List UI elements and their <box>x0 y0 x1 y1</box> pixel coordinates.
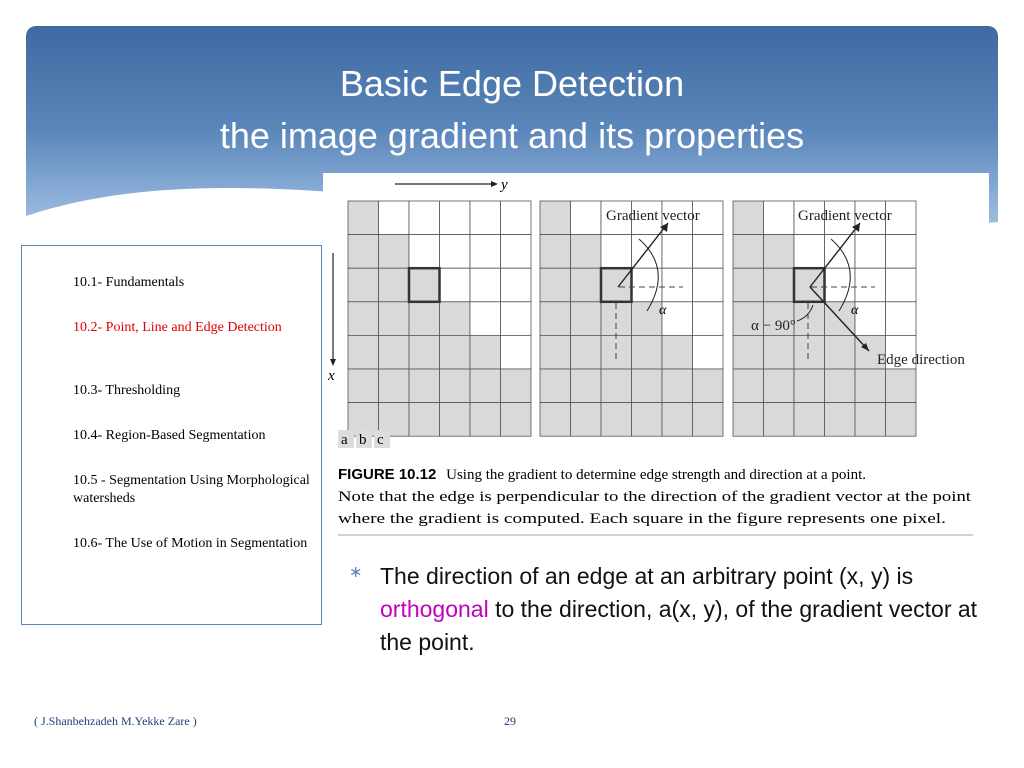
pixel-cell <box>409 268 440 302</box>
pixel-cell <box>440 369 471 403</box>
pixel-cell <box>440 302 471 336</box>
pixel-cell <box>632 335 663 369</box>
pixel-cell <box>886 302 917 336</box>
pixel-cell <box>379 268 410 302</box>
pixel-cell <box>601 268 632 302</box>
panel-letter-a: a <box>341 432 348 448</box>
pixel-cell <box>348 201 379 235</box>
pixel-cell <box>825 403 856 437</box>
gradient-vector-label-b: Gradient vector <box>606 208 700 224</box>
slide-title <box>26 58 998 162</box>
pixel-cell <box>693 403 724 437</box>
panel-letter-b: b <box>359 432 367 448</box>
pixel-cell <box>571 235 602 269</box>
pixel-cell <box>470 369 501 403</box>
bullet-text-after: to the direction, a(x, y), of the gradient vector at the point. <box>380 596 978 655</box>
pixel-cell <box>540 268 571 302</box>
pixel-cell <box>501 235 532 269</box>
pixel-cell <box>733 335 764 369</box>
pixel-cell <box>409 403 440 437</box>
pixel-cell <box>571 335 602 369</box>
pixel-cell <box>693 302 724 336</box>
pixel-cell <box>662 302 693 336</box>
pixel-cell <box>540 235 571 269</box>
pixel-cell <box>693 335 724 369</box>
pixel-cell <box>540 403 571 437</box>
gradient-figure <box>323 173 989 538</box>
pixel-cell <box>540 201 571 235</box>
pixel-cell <box>409 302 440 336</box>
pixel-cell <box>794 369 825 403</box>
bullet-paragraph <box>380 560 980 659</box>
figure-caption-line-3: where the gradient is computed. Each square in the figure represents one pixel. <box>338 511 946 527</box>
pixel-cell <box>501 369 532 403</box>
pixel-cell <box>855 235 886 269</box>
pixel-cell <box>348 268 379 302</box>
pixel-cell <box>540 369 571 403</box>
pixel-cell <box>440 335 471 369</box>
gradient-vector-label-c: Gradient vector <box>798 208 892 224</box>
pixel-cell <box>825 369 856 403</box>
alpha-label-b: α <box>659 303 667 318</box>
pixel-cell <box>764 268 795 302</box>
x-axis-arrowhead <box>330 359 336 366</box>
pixel-cell <box>440 268 471 302</box>
x-axis-label: x <box>328 368 335 384</box>
pixel-cell <box>601 235 632 269</box>
pixel-cell <box>379 201 410 235</box>
pixel-cell <box>501 268 532 302</box>
pixel-cell <box>470 335 501 369</box>
figure-caption-text-1: Using the gradient to determine edge strength and direction at a point. <box>446 467 867 483</box>
figure-graphic <box>323 173 989 538</box>
pixel-cell <box>733 268 764 302</box>
figure-caption-label: FIGURE 10.12 <box>338 466 437 483</box>
panel-letter-c: c <box>377 432 384 448</box>
pixel-cell <box>733 369 764 403</box>
toc-item-thresholding[interactable]: 10.3- Thresholding <box>73 383 181 398</box>
pixel-cell <box>764 235 795 269</box>
grid-panel-a <box>348 201 531 436</box>
pixel-cell <box>632 369 663 403</box>
pixel-cell <box>409 369 440 403</box>
pixel-cell <box>662 235 693 269</box>
pixel-cell <box>855 369 886 403</box>
pixel-cell <box>764 335 795 369</box>
pixel-cell <box>733 235 764 269</box>
grid-panel-b <box>540 201 723 436</box>
pixel-cell <box>571 369 602 403</box>
pixel-cell <box>470 302 501 336</box>
pixel-cell <box>571 302 602 336</box>
alpha-label-c: α <box>851 303 859 318</box>
pixel-cell <box>632 403 663 437</box>
y-axis-label: y <box>501 177 508 193</box>
figure-caption-line-1 <box>338 466 866 483</box>
pixel-cell <box>379 235 410 269</box>
pixel-cell <box>501 302 532 336</box>
bullet-highlight-orthogonal: orthogonal <box>380 596 489 622</box>
toc-item-fundamentals[interactable]: 10.1- Fundamentals <box>73 275 185 290</box>
pixel-cell <box>886 369 917 403</box>
pixel-cell <box>825 335 856 369</box>
pixel-cell <box>886 403 917 437</box>
pixel-cell <box>733 201 764 235</box>
pixel-cell <box>886 235 917 269</box>
pixel-cell <box>794 335 825 369</box>
pixel-cell <box>470 268 501 302</box>
pixel-cell <box>601 335 632 369</box>
pixel-cell <box>501 201 532 235</box>
figure-caption-line-2: Note that the edge is perpendicular to the direction of the gradient vector at the point <box>338 489 973 505</box>
pixel-cell <box>470 235 501 269</box>
toc-item-point-line-edge[interactable]: 10.2- Point, Line and Edge Detection <box>73 320 282 335</box>
toc-box <box>21 245 322 625</box>
pixel-cell <box>348 369 379 403</box>
y-axis-arrowhead <box>491 181 498 187</box>
pixel-cell <box>409 201 440 235</box>
pixel-cell <box>440 201 471 235</box>
bullet-text-before: The direction of an edge at an arbitrary point (x, y) is <box>380 563 914 589</box>
pixel-cell <box>540 335 571 369</box>
pixel-cell <box>470 201 501 235</box>
title-line-1: Basic Edge Detection <box>339 63 685 104</box>
pixel-cell <box>855 302 886 336</box>
bullet-marker: ∗ <box>349 562 363 581</box>
pixel-cell <box>794 403 825 437</box>
page-number: 29 <box>504 714 516 728</box>
pixel-cell <box>632 302 663 336</box>
title-line-2: the image gradient and its properties <box>219 115 805 156</box>
pixel-cell <box>540 302 571 336</box>
pixel-cell <box>733 403 764 437</box>
pixel-cell <box>764 403 795 437</box>
pixel-cell <box>470 403 501 437</box>
pixel-cell <box>662 268 693 302</box>
pixel-cell <box>409 235 440 269</box>
pixel-cell <box>571 403 602 437</box>
toc-item-motion[interactable]: 10.6- The Use of Motion in Segmentation <box>73 536 308 551</box>
pixel-cell <box>501 403 532 437</box>
toc-item-watersheds[interactable]: 10.5 - Segmentation Using Morphological watersheds <box>73 473 310 506</box>
pixel-cell <box>662 335 693 369</box>
pixel-cell <box>794 302 825 336</box>
pixel-cell <box>794 235 825 269</box>
pixel-cell <box>855 403 886 437</box>
pixel-cell <box>886 268 917 302</box>
pixel-cell <box>662 369 693 403</box>
pixel-cell <box>855 268 886 302</box>
pixel-cell <box>693 268 724 302</box>
pixel-cell <box>601 403 632 437</box>
pixel-cell <box>571 201 602 235</box>
pixel-cell <box>662 403 693 437</box>
pixel-cell <box>693 369 724 403</box>
pixel-cell <box>348 335 379 369</box>
pixel-cell <box>764 369 795 403</box>
pixel-cell <box>501 335 532 369</box>
pixel-cell <box>764 201 795 235</box>
pixel-cell <box>409 335 440 369</box>
pixel-cell <box>571 268 602 302</box>
alpha-minus-90-label: α − 90° <box>751 318 796 334</box>
pixel-cell <box>440 403 471 437</box>
pixel-cell <box>348 302 379 336</box>
pixel-cell <box>348 235 379 269</box>
pixel-cell <box>601 369 632 403</box>
toc-item-region-segmentation[interactable]: 10.4- Region-Based Segmentation <box>73 428 266 443</box>
pixel-cell <box>440 235 471 269</box>
pixel-cell <box>693 235 724 269</box>
edge-direction-label: Edge direction <box>877 352 965 368</box>
pixel-cell <box>379 302 410 336</box>
pixel-cell <box>379 369 410 403</box>
pixel-cell <box>379 335 410 369</box>
footer-credit: ( J.Shanbehzadeh M.Yekke Zare ) <box>34 714 197 728</box>
